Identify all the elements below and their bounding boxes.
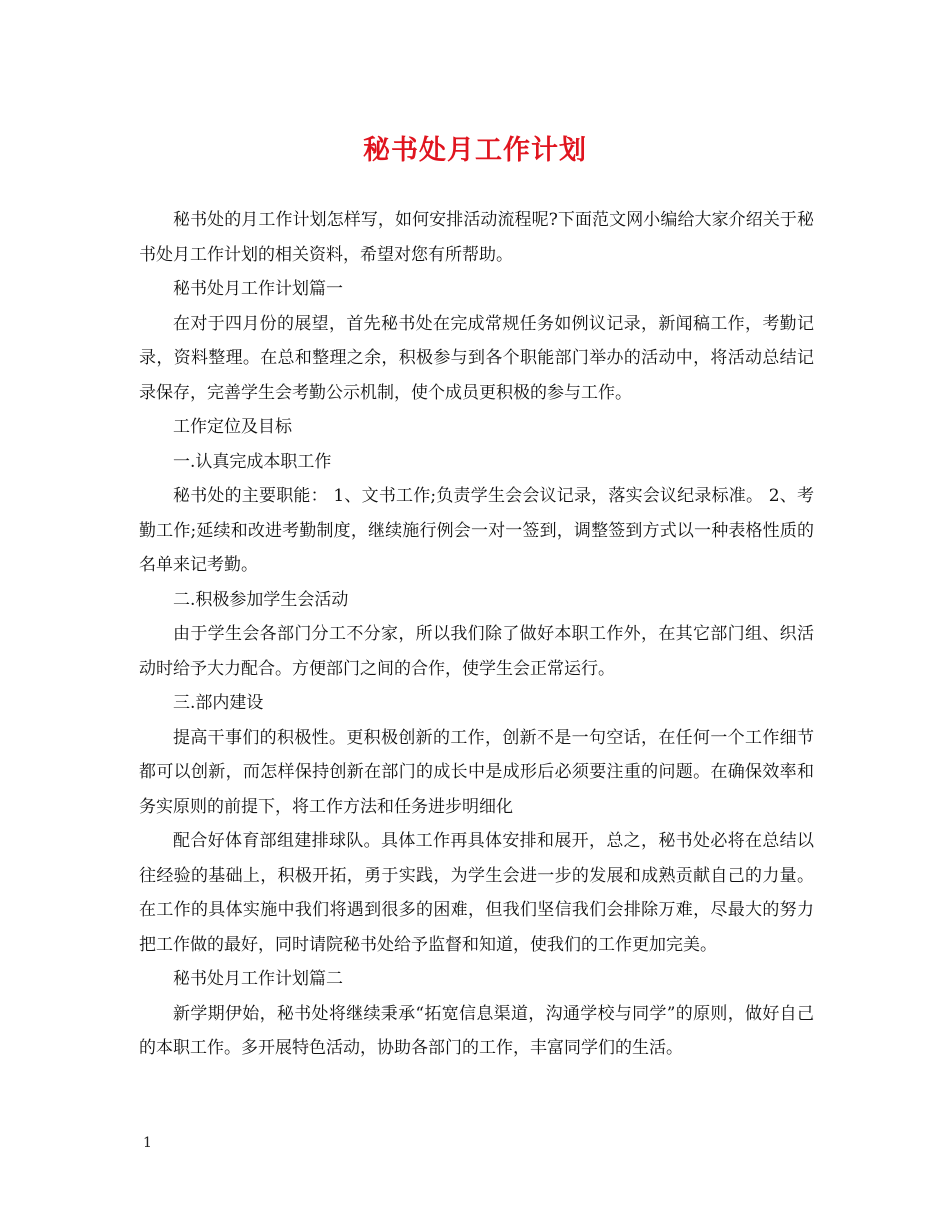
document-body [139, 203, 814, 1066]
section-heading-internal: 三.部内建设 [173, 693, 264, 713]
document-title: 秘书处月工作计划 [363, 135, 587, 166]
paragraph-intro: 秘书处的月工作计划怎样写，如何安排活动流程呢?下面范文网小编给大家介绍关于秘书处月工作计划的相关资料，希望对您有所帮助。 [139, 210, 814, 265]
paragraph-main-functions: 秘书处的主要职能： 1、文书工作;负责学生会会议记录，落实会议纪录标准。 2、考勤工作;延续和改进考勤制度，继续施行例会一对一签到，调整签到方式以一种表格性质的名单来记考勤。 [139, 486, 814, 575]
section-heading-part-two: 秘书处月工作计划篇二 [173, 969, 343, 989]
paragraph-volleyball: 配合好体育部组建排球队。具体工作再具体安排和展开，总之，秘书处必将在总结以往经验的基础上，积极开拓，勇于实践，为学生会进一步的发展和成熟贡献自己的力量。在工作的具体实施中我们将遇到很多的困难，但我们坚信我们会排除万难，尽最大的努力把工作做的最好，同时请院秘书处给予监督和知道，使我们的工作更加完美。 [139, 831, 814, 955]
paragraph-april-outlook: 在对于四月份的展望，首先秘书处在完成常规任务如例议记录，新闻稿工作，考勤记录，资料整理。在总和整理之余，积极参与到各个职能部门举办的活动中，将活动总结记录保存，完善学生会考勤公示机制，使个成员更积极的参与工作。 [139, 313, 814, 403]
section-heading-positioning: 工作定位及目标 [173, 417, 292, 437]
section-heading-part-one: 秘书处月工作计划篇一 [173, 279, 343, 299]
paragraph-new-semester: 新学期伊始，秘书处将继续秉承“拓宽信息渠道，沟通学校与同学”的原则，做好自己的本职工作。多开展特色活动，协助各部门的工作，丰富同学们的生活。 [139, 1003, 814, 1058]
page-number: 1 [143, 1135, 152, 1151]
paragraph-innovation: 提高干事们的积极性。更积极创新的工作，创新不是一句空话，在任何一个工作细节都可以创新，而怎样保持创新在部门的成长中是成形后必须要注重的问题。在确保效率和务实原则的前提下，将工作方法和任务进步明细化 [139, 727, 814, 817]
section-heading-activities: 二.积极参加学生会活动 [173, 589, 349, 610]
paragraph-cooperation: 由于学生会各部门分工不分家，所以我们除了做好本职工作外，在其它部门组、织活动时给予大力配合。方便部门之间的合作，使学生会正常运行。 [139, 624, 814, 679]
section-heading-duty: 一.认真完成本职工作 [173, 451, 332, 472]
